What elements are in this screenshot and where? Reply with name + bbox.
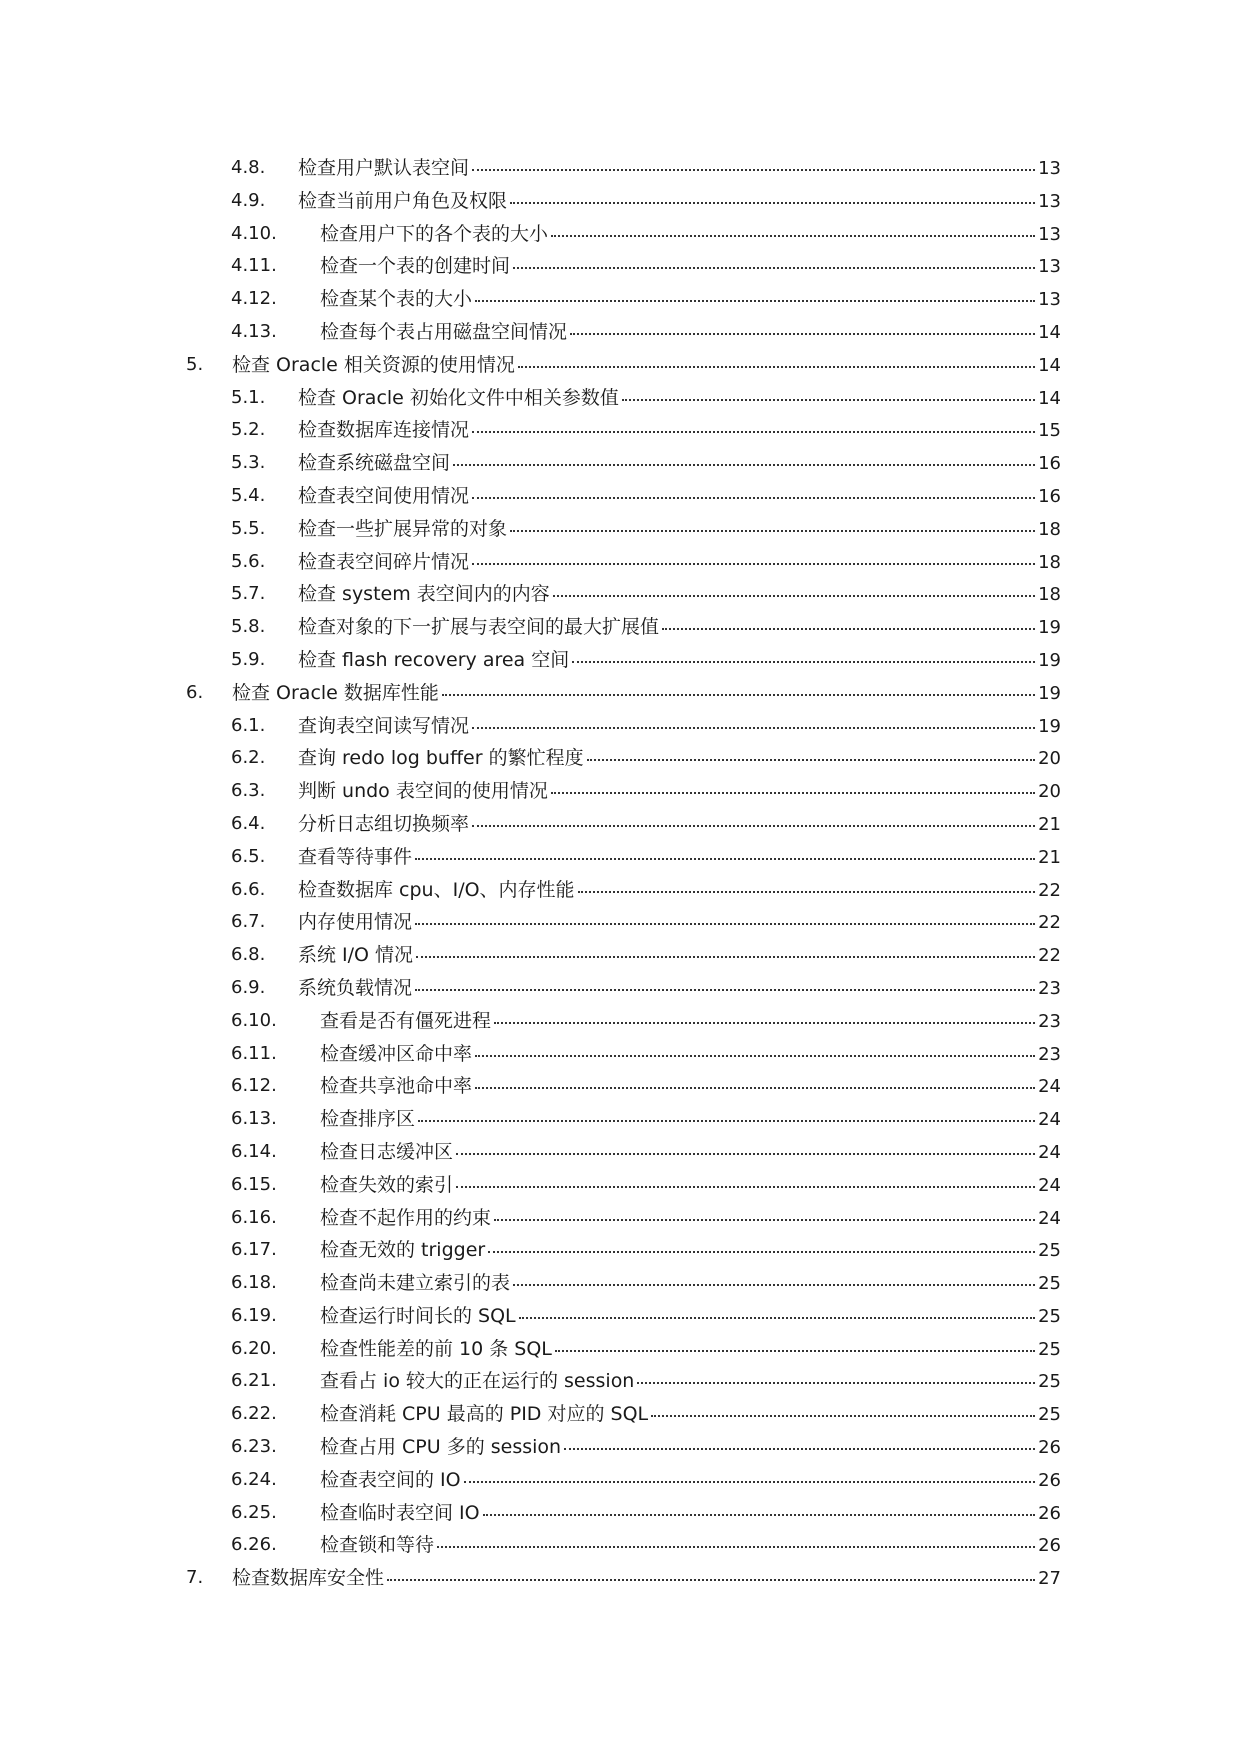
toc-entry-page-number: 16 <box>1038 485 1061 507</box>
toc-entry-number: 6.7. <box>231 911 266 933</box>
toc-dot-leader <box>472 726 1035 729</box>
toc-entry[interactable] <box>0 480 1241 513</box>
toc-dot-leader <box>587 758 1036 761</box>
toc-entry-number: 6.1. <box>231 714 266 736</box>
toc-entry-number: 5.6. <box>231 550 266 572</box>
toc-entry-page-number: 20 <box>1038 748 1061 770</box>
toc-entry-line <box>232 353 1061 378</box>
toc-entry[interactable] <box>0 1365 1241 1398</box>
toc-entry-title[interactable]: 检查表空间碎片情况 <box>298 550 470 573</box>
toc-dot-leader <box>415 857 1035 860</box>
toc-entry-line <box>298 615 1061 640</box>
toc-entry-title[interactable]: 检查一个表的创建时间 <box>320 255 511 278</box>
toc-entry[interactable] <box>0 1529 1241 1562</box>
toc-entry-title[interactable]: 检查无效的 trigger <box>320 1239 486 1262</box>
toc-entry-page-number: 24 <box>1038 1174 1061 1196</box>
toc-dot-leader <box>578 890 1036 893</box>
toc-entry-page-number: 18 <box>1038 518 1061 540</box>
toc-entry-line <box>232 1566 1061 1591</box>
toc-dot-leader <box>662 627 1035 630</box>
toc-entry-page-number: 24 <box>1038 1076 1061 1098</box>
toc-entry-number: 6.12. <box>231 1075 277 1097</box>
toc-entry-number: 5.4. <box>231 484 266 506</box>
toc-entry[interactable] <box>0 1333 1241 1366</box>
toc-entry-line <box>298 648 1061 673</box>
toc-entry[interactable] <box>0 382 1241 415</box>
toc-entry-page-number: 19 <box>1038 649 1061 671</box>
toc-entry-page-number: 26 <box>1038 1469 1061 1491</box>
toc-entry-number: 4.13. <box>231 320 277 342</box>
toc-entry-line <box>298 451 1061 476</box>
toc-entry[interactable] <box>0 972 1241 1005</box>
toc-entry-page-number: 25 <box>1038 1404 1061 1426</box>
toc-entry-number: 5.3. <box>231 452 266 474</box>
toc-entry-number: 4.12. <box>231 288 277 310</box>
toc-entry-title[interactable]: 检查 system 表空间内的内容 <box>298 583 550 606</box>
toc-dot-leader <box>456 1185 1035 1188</box>
toc-dot-leader <box>564 1447 1035 1450</box>
toc-entry-line <box>320 1337 1061 1362</box>
toc-dot-leader <box>651 1414 1035 1417</box>
toc-entry-line <box>298 714 1061 739</box>
toc-dot-leader <box>510 201 1035 204</box>
toc-entry-title[interactable]: 查询 redo log buffer 的繁忙程度 <box>298 747 584 770</box>
toc-entry[interactable] <box>0 1464 1241 1497</box>
toc-entry-page-number: 15 <box>1038 420 1061 442</box>
toc-entry[interactable] <box>0 185 1241 218</box>
toc-dot-leader <box>415 922 1035 925</box>
toc-entry-page-number: 22 <box>1038 912 1061 934</box>
toc-entry[interactable] <box>0 414 1241 447</box>
toc-entry-page-number: 18 <box>1038 551 1061 573</box>
toc-entry-line <box>320 287 1061 312</box>
toc-entry-line <box>320 1271 1061 1296</box>
toc-entry-number: 6.5. <box>231 845 266 867</box>
toc-entry-line <box>320 1173 1061 1198</box>
toc-entry-line <box>298 910 1061 935</box>
toc-entry[interactable] <box>0 1398 1241 1431</box>
toc-entry-number: 6.9. <box>231 976 266 998</box>
toc-entry-line <box>320 1304 1061 1329</box>
toc-entry-line <box>320 1435 1061 1460</box>
toc-entry-number: 6.26. <box>231 1534 277 1556</box>
toc-entry-title[interactable]: 检查对象的下一扩展与表空间的最大扩展值 <box>298 616 660 639</box>
toc-dot-leader <box>442 693 1035 696</box>
toc-entry-title[interactable]: 检查某个表的大小 <box>320 288 473 311</box>
toc-entry-page-number: 19 <box>1038 682 1061 704</box>
toc-entry-title[interactable]: 检查消耗 CPU 最高的 PID 对应的 SQL <box>320 1403 649 1426</box>
toc-entry[interactable] <box>0 1234 1241 1267</box>
toc-entry-page-number: 26 <box>1038 1535 1061 1557</box>
toc-entry-line <box>298 550 1061 575</box>
toc-entry-number: 6.3. <box>231 780 266 802</box>
toc-entry-line <box>298 976 1061 1001</box>
toc-entry-line <box>320 1501 1061 1526</box>
toc-entry-title[interactable]: 检查失效的索引 <box>320 1173 454 1196</box>
toc-entry[interactable] <box>0 283 1241 316</box>
toc-entry-title[interactable]: 检查每个表占用磁盘空间情况 <box>320 320 568 343</box>
toc-entry-number: 4.9. <box>231 189 266 211</box>
toc-entry-number: 7. <box>186 1567 204 1589</box>
toc-dot-leader <box>519 1316 1035 1319</box>
toc-dot-leader <box>555 1349 1035 1352</box>
toc-entry[interactable] <box>0 152 1241 185</box>
toc-entry-line <box>298 189 1061 214</box>
toc-entry-page-number: 21 <box>1038 846 1061 868</box>
toc-entry-number: 6.14. <box>231 1140 277 1162</box>
toc-entry-title[interactable]: 检查运行时间长的 SQL <box>320 1304 516 1327</box>
toc-entry-title[interactable]: 内存使用情况 <box>298 911 413 934</box>
toc-entry[interactable] <box>0 742 1241 775</box>
toc-dot-leader <box>416 955 1035 958</box>
toc-dot-leader <box>418 1119 1035 1122</box>
toc-entry-line <box>298 845 1061 870</box>
toc-entry-title[interactable]: 检查 flash recovery area 空间 <box>298 648 570 671</box>
toc-entry-page-number: 22 <box>1038 945 1061 967</box>
toc-entry-line <box>320 1468 1061 1493</box>
toc-entry-number: 5.7. <box>231 583 266 605</box>
toc-entry-number: 6.18. <box>231 1272 277 1294</box>
toc-entry-line <box>320 1042 1061 1067</box>
table-of-contents <box>0 152 1241 1595</box>
toc-dot-leader <box>488 1250 1035 1253</box>
toc-entry-title[interactable]: 检查数据库 cpu、I/O、内存性能 <box>298 878 575 901</box>
toc-entry-title[interactable]: 检查不起作用的约束 <box>320 1206 492 1229</box>
toc-entry-page-number: 18 <box>1038 584 1061 606</box>
toc-entry-line <box>320 254 1061 279</box>
toc-entry-line <box>320 1238 1061 1263</box>
toc-entry-title[interactable]: 检查 Oracle 初始化文件中相关参数值 <box>298 386 619 409</box>
toc-entry-line <box>320 1369 1061 1394</box>
toc-dot-leader <box>570 332 1035 335</box>
toc-dot-leader <box>453 463 1035 466</box>
toc-dot-leader <box>494 1021 1035 1024</box>
toc-entry[interactable] <box>0 349 1241 382</box>
toc-entry-title[interactable]: 检查表空间的 IO <box>320 1468 461 1491</box>
toc-entry-page-number: 25 <box>1038 1273 1061 1295</box>
toc-entry-title[interactable]: 检查当前用户角色及权限 <box>298 189 508 212</box>
toc-entry-title[interactable]: 检查 Oracle 相关资源的使用情况 <box>232 353 515 376</box>
toc-entry-line <box>320 222 1061 247</box>
toc-entry-line <box>298 156 1061 181</box>
toc-entry-number: 6.13. <box>231 1108 277 1130</box>
toc-entry-line <box>298 746 1061 771</box>
toc-entry[interactable] <box>0 1005 1241 1038</box>
toc-entry-title[interactable]: 检查缓冲区命中率 <box>320 1042 473 1065</box>
toc-entry-line <box>320 1402 1061 1427</box>
toc-entry-page-number: 14 <box>1038 354 1061 376</box>
toc-entry[interactable] <box>0 644 1241 677</box>
toc-entry-title[interactable]: 检查 Oracle 数据库性能 <box>232 681 439 704</box>
toc-entry[interactable] <box>0 1169 1241 1202</box>
toc-entry[interactable] <box>0 906 1241 939</box>
toc-entry-page-number: 22 <box>1038 879 1061 901</box>
toc-entry[interactable] <box>0 1497 1241 1530</box>
toc-entry-number: 6.8. <box>231 944 266 966</box>
toc-entry[interactable] <box>0 710 1241 743</box>
toc-entry-line <box>298 386 1061 411</box>
toc-entry[interactable] <box>0 677 1241 710</box>
toc-entry[interactable] <box>0 250 1241 283</box>
toc-dot-leader <box>464 1480 1035 1483</box>
toc-dot-leader <box>518 365 1035 368</box>
toc-entry[interactable] <box>0 841 1241 874</box>
toc-entry[interactable] <box>0 1202 1241 1235</box>
toc-entry-number: 4.11. <box>231 255 277 277</box>
toc-entry-page-number: 27 <box>1038 1568 1061 1590</box>
toc-entry[interactable] <box>0 874 1241 907</box>
toc-entry-title[interactable]: 查询表空间读写情况 <box>298 714 470 737</box>
toc-dot-leader <box>472 562 1035 565</box>
toc-entry-title[interactable]: 系统 I/O 情况 <box>298 944 414 967</box>
toc-entry[interactable] <box>0 1103 1241 1136</box>
toc-entry-line <box>298 418 1061 443</box>
toc-entry-title[interactable]: 检查共享池命中率 <box>320 1075 473 1098</box>
toc-entry-number: 4.10. <box>231 222 277 244</box>
toc-entry-title[interactable]: 检查排序区 <box>320 1108 416 1131</box>
toc-dot-leader <box>513 1283 1035 1286</box>
toc-entry[interactable] <box>0 775 1241 808</box>
toc-entry[interactable] <box>0 218 1241 251</box>
toc-entry[interactable] <box>0 578 1241 611</box>
toc-entry-page-number: 23 <box>1038 1010 1061 1032</box>
toc-entry-title[interactable]: 检查一些扩展异常的对象 <box>298 517 508 540</box>
toc-entry-title[interactable]: 检查用户下的各个表的大小 <box>320 222 549 245</box>
toc-dot-leader <box>513 266 1035 269</box>
toc-entry[interactable] <box>0 1038 1241 1071</box>
toc-entry-title[interactable]: 查看等待事件 <box>298 845 413 868</box>
toc-entry-page-number: 23 <box>1038 1043 1061 1065</box>
toc-dot-leader <box>456 1152 1035 1155</box>
toc-entry-line <box>298 779 1061 804</box>
toc-dot-leader <box>387 1578 1035 1581</box>
toc-entry[interactable] <box>0 1431 1241 1464</box>
toc-entry-number: 5.1. <box>231 386 266 408</box>
toc-dot-leader <box>472 824 1035 827</box>
toc-entry-number: 6.25. <box>231 1501 277 1523</box>
toc-entry-page-number: 21 <box>1038 813 1061 835</box>
toc-entry-number: 5.8. <box>231 616 266 638</box>
toc-entry-line <box>298 943 1061 968</box>
toc-entry-number: 6. <box>186 681 204 703</box>
toc-entry[interactable] <box>0 939 1241 972</box>
toc-dot-leader <box>472 168 1035 171</box>
toc-entry-page-number: 13 <box>1038 190 1061 212</box>
toc-entry-number: 5.5. <box>231 517 266 539</box>
toc-entry-title[interactable]: 检查锁和等待 <box>320 1534 435 1557</box>
toc-entry-page-number: 19 <box>1038 617 1061 639</box>
toc-dot-leader <box>637 1381 1035 1384</box>
toc-entry-number: 6.6. <box>231 878 266 900</box>
toc-entry[interactable] <box>0 808 1241 841</box>
toc-entry-number: 6.10. <box>231 1009 277 1031</box>
toc-entry-line <box>320 1107 1061 1132</box>
toc-entry-number: 6.11. <box>231 1042 277 1064</box>
toc-entry-title[interactable]: 检查日志缓冲区 <box>320 1140 454 1163</box>
toc-entry-title[interactable]: 检查数据库连接情况 <box>298 419 470 442</box>
toc-dot-leader <box>475 299 1035 302</box>
toc-entry-number: 5.9. <box>231 648 266 670</box>
toc-entry-title[interactable]: 检查用户默认表空间 <box>298 157 470 179</box>
toc-entry-number: 6.2. <box>231 747 266 769</box>
toc-dot-leader <box>494 1218 1035 1221</box>
toc-entry-number: 6.23. <box>231 1436 277 1458</box>
toc-dot-leader <box>551 234 1035 237</box>
toc-entry-page-number: 25 <box>1038 1371 1061 1393</box>
toc-entry-page-number: 13 <box>1038 158 1061 179</box>
toc-entry-title[interactable]: 查看占 io 较大的正在运行的 session <box>320 1370 635 1393</box>
toc-entry-page-number: 25 <box>1038 1338 1061 1360</box>
toc-entry-page-number: 20 <box>1038 781 1061 803</box>
toc-entry-line <box>320 320 1061 345</box>
toc-entry-number: 6.22. <box>231 1403 277 1425</box>
toc-entry-page-number: 16 <box>1038 453 1061 475</box>
toc-entry-number: 6.21. <box>231 1370 277 1392</box>
toc-entry-line <box>320 1206 1061 1231</box>
toc-entry-page-number: 25 <box>1038 1240 1061 1262</box>
toc-entry-number: 6.15. <box>231 1173 277 1195</box>
toc-entry[interactable] <box>0 611 1241 644</box>
toc-entry-line <box>320 1009 1061 1034</box>
toc-entry-number: 5. <box>186 353 204 375</box>
toc-entry[interactable] <box>0 1267 1241 1300</box>
toc-dot-leader <box>472 496 1035 499</box>
toc-entry-line <box>232 681 1061 706</box>
toc-entry-page-number: 14 <box>1038 387 1061 409</box>
toc-entry-line <box>320 1140 1061 1165</box>
toc-entry-page-number: 13 <box>1038 289 1061 311</box>
toc-entry-page-number: 13 <box>1038 223 1061 245</box>
toc-dot-leader <box>415 988 1035 991</box>
toc-entry[interactable] <box>0 447 1241 480</box>
toc-dot-leader <box>472 430 1035 433</box>
toc-dot-leader <box>475 1086 1035 1089</box>
toc-entry-title[interactable]: 检查表空间使用情况 <box>298 484 470 507</box>
toc-entry-page-number: 24 <box>1038 1141 1061 1163</box>
toc-dot-leader <box>622 398 1035 401</box>
toc-entry-number: 5.2. <box>231 419 266 441</box>
toc-entry-line <box>298 878 1061 903</box>
toc-entry-title[interactable]: 检查系统磁盘空间 <box>298 452 451 475</box>
toc-entry-title[interactable]: 系统负载情况 <box>298 976 413 999</box>
toc-entry-page-number: 13 <box>1038 256 1061 278</box>
toc-dot-leader <box>553 594 1035 597</box>
toc-entry[interactable] <box>0 1300 1241 1333</box>
toc-entry[interactable] <box>0 513 1241 546</box>
toc-entry-page-number: 24 <box>1038 1207 1061 1229</box>
toc-entry[interactable] <box>0 1562 1241 1595</box>
toc-dot-leader <box>510 529 1035 532</box>
toc-entry-page-number: 26 <box>1038 1437 1061 1459</box>
toc-dot-leader <box>551 791 1035 794</box>
toc-entry-page-number: 24 <box>1038 1109 1061 1131</box>
toc-entry-line <box>298 582 1061 607</box>
toc-dot-leader <box>475 1054 1035 1057</box>
toc-entry-page-number: 25 <box>1038 1305 1061 1327</box>
toc-entry-number: 6.20. <box>231 1337 277 1359</box>
toc-entry-number: 6.16. <box>231 1206 277 1228</box>
toc-entry-title[interactable]: 判断 undo 表空间的使用情况 <box>298 780 548 803</box>
toc-entry[interactable] <box>0 316 1241 349</box>
toc-entry-title[interactable]: 检查占用 CPU 多的 session <box>320 1436 562 1459</box>
toc-entry-number: 6.4. <box>231 812 266 834</box>
toc-entry-line <box>320 1533 1061 1558</box>
toc-entry-line <box>298 812 1061 837</box>
toc-entry-page-number: 14 <box>1038 321 1061 343</box>
toc-entry-title[interactable]: 查看是否有僵死进程 <box>320 1009 492 1032</box>
toc-entry[interactable] <box>0 1136 1241 1169</box>
toc-dot-leader <box>437 1545 1035 1548</box>
toc-entry-title[interactable]: 分析日志组切换频率 <box>298 812 470 835</box>
toc-entry-number: 6.19. <box>231 1304 277 1326</box>
toc-entry-title[interactable]: 检查临时表空间 IO <box>320 1501 480 1524</box>
toc-entry-line <box>298 517 1061 542</box>
toc-entry-page-number: 19 <box>1038 715 1061 737</box>
toc-entry-title[interactable]: 检查数据库安全性 <box>232 1567 385 1590</box>
toc-entry-line <box>320 1074 1061 1099</box>
toc-entry-title[interactable]: 检查尚未建立索引的表 <box>320 1272 511 1295</box>
toc-entry[interactable] <box>0 546 1241 579</box>
toc-entry-page-number: 26 <box>1038 1502 1061 1524</box>
toc-entry-line <box>298 484 1061 509</box>
toc-entry-number: 6.17. <box>231 1239 277 1261</box>
toc-entry-page-number: 23 <box>1038 977 1061 999</box>
toc-entry-number: 4.8. <box>231 157 266 178</box>
toc-entry[interactable] <box>0 1070 1241 1103</box>
toc-dot-leader <box>483 1513 1035 1516</box>
toc-entry-title[interactable]: 检查性能差的前 10 条 SQL <box>320 1337 552 1360</box>
toc-entry-number: 6.24. <box>231 1468 277 1490</box>
toc-dot-leader <box>572 660 1035 663</box>
